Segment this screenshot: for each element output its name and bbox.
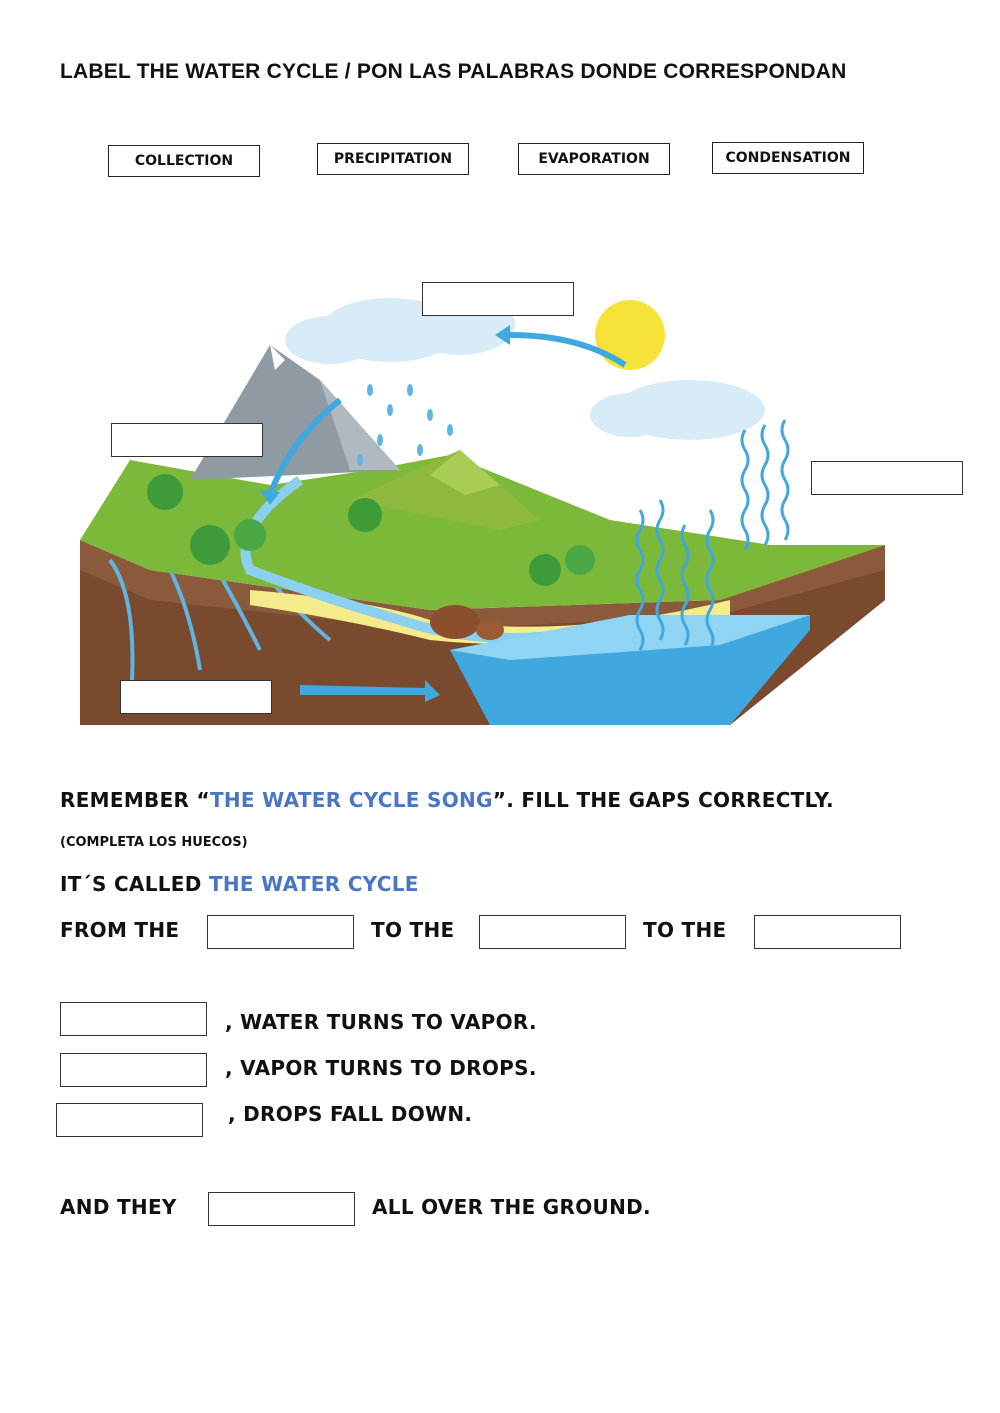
line-water-to-vapor: , WATER TURNS TO VAPOR.: [225, 1010, 537, 1034]
line-vapor-to-drops: , VAPOR TURNS TO DROPS.: [225, 1056, 537, 1080]
gap-condensation-line[interactable]: [60, 1053, 207, 1087]
gap-evaporation-line[interactable]: [60, 1002, 207, 1036]
diagram-label-evaporation-slot[interactable]: [811, 461, 963, 495]
song-name: THE WATER CYCLE SONG: [209, 788, 493, 812]
instructions-prefix: REMEMBER “: [60, 788, 210, 812]
called-name: THE WATER CYCLE: [208, 872, 419, 896]
song-called-line: [60, 872, 419, 896]
word-condensation[interactable]: CONDENSATION: [712, 142, 864, 174]
diagram-label-precipitation-slot[interactable]: [111, 423, 263, 457]
gap-to-the-1[interactable]: [479, 915, 626, 949]
and-they-label: AND THEY: [60, 1195, 177, 1219]
diagram-label-condensation-slot[interactable]: [422, 282, 574, 316]
song-instructions: [60, 788, 834, 812]
to-the-label-2: TO THE: [643, 918, 727, 942]
diagram-label-collection-slot[interactable]: [120, 680, 272, 714]
gap-from-the[interactable]: [207, 915, 354, 949]
word-evaporation[interactable]: EVAPORATION: [518, 143, 670, 175]
gap-to-the-2[interactable]: [754, 915, 901, 949]
from-the-label: FROM THE: [60, 918, 180, 942]
to-the-label-1: TO THE: [371, 918, 455, 942]
all-over-the-ground: ALL OVER THE GROUND.: [372, 1195, 651, 1219]
word-collection[interactable]: COLLECTION: [108, 145, 260, 177]
instructions-note: (COMPLETA LOS HUECOS): [60, 835, 248, 850]
called-prefix: IT´S CALLED: [60, 872, 202, 896]
gap-collection-line[interactable]: [208, 1192, 355, 1226]
water-cycle-illustration: [70, 270, 900, 740]
instructions-suffix: ”. FILL THE GAPS CORRECTLY.: [492, 788, 834, 812]
line-drops-fall: , DROPS FALL DOWN.: [228, 1102, 473, 1126]
page-title: LABEL THE WATER CYCLE / PON LAS PALABRAS DONDE CORRESPONDAN: [60, 60, 847, 83]
gap-precipitation-line[interactable]: [56, 1103, 203, 1137]
word-precipitation[interactable]: PRECIPITATION: [317, 143, 469, 175]
